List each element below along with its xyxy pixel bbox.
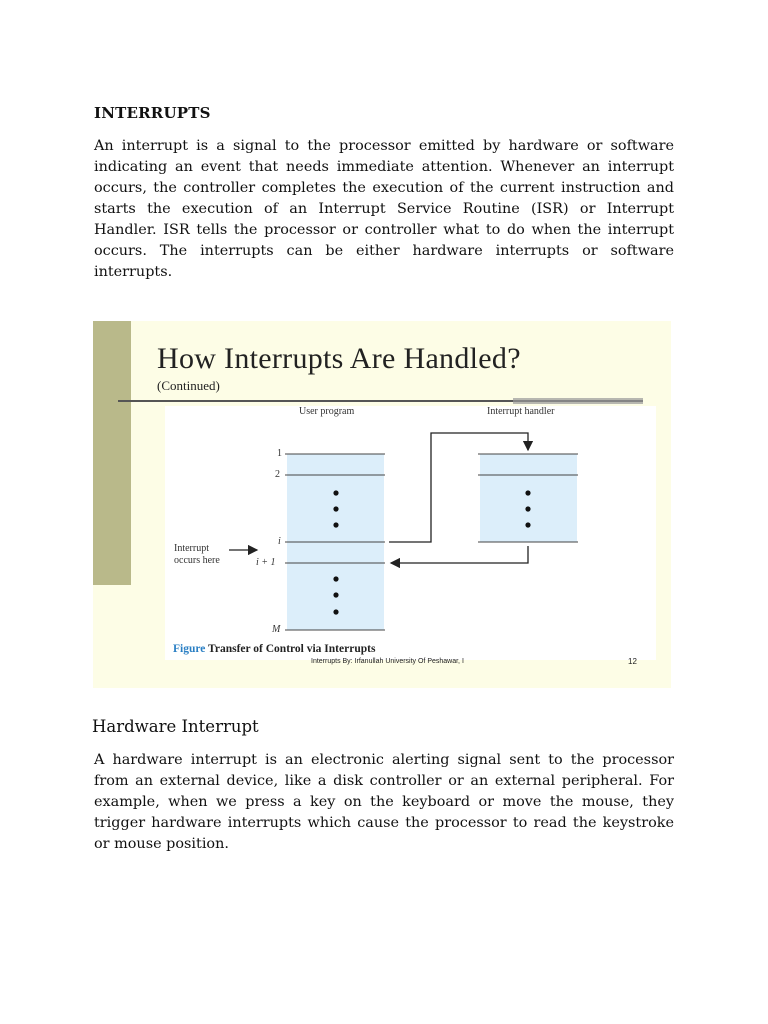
line-label-i: i bbox=[278, 536, 281, 547]
slide-divider-accent bbox=[513, 398, 643, 404]
line-label-M: M bbox=[272, 624, 281, 635]
transfer-of-control-diagram bbox=[165, 406, 656, 660]
slide-page-number: 12 bbox=[628, 657, 637, 666]
slide-image bbox=[93, 321, 671, 688]
ellipsis-dot bbox=[525, 506, 530, 511]
slide-title: How Interrupts Are Handled? bbox=[157, 342, 521, 375]
user-program-label: User program bbox=[299, 406, 355, 417]
interrupt-handler-box bbox=[480, 454, 577, 542]
ellipsis-dot bbox=[333, 490, 338, 495]
hardware-interrupt-heading: Hardware Interrupt bbox=[92, 717, 259, 736]
slide-footer: Interrupts By: Irfanullah University Of Peshawar, I bbox=[311, 658, 464, 665]
interrupt-handler-label: Interrupt handler bbox=[487, 406, 555, 417]
hardware-interrupt-paragraph: A hardware interrupt is an electronic alerting signal sent to the processor from an external device, like a disk controller or an external peripheral. For example, when we press a key on the keyboard or move the mouse, they trigger hardware interrupts which cause the processor to read the keystroke or mouse position. bbox=[94, 752, 674, 852]
line-label-2: 2 bbox=[275, 469, 280, 480]
ellipsis-dot bbox=[333, 522, 338, 527]
interrupt-note-line1: Interrupt bbox=[174, 543, 209, 554]
slide-subtitle: (Continued) bbox=[157, 378, 220, 393]
line-label-1: 1 bbox=[277, 448, 282, 459]
caption-text: Transfer of Control via Interrupts bbox=[205, 643, 376, 655]
page-heading: INTERRUPTS bbox=[94, 104, 211, 122]
figure-word: Figure bbox=[173, 643, 206, 655]
return-from-handler-arrow bbox=[391, 546, 528, 563]
slide-side-bar bbox=[93, 321, 131, 585]
ellipsis-dot bbox=[525, 522, 530, 527]
line-label-i-plus-1: i + 1 bbox=[256, 557, 276, 568]
interrupt-note-line2: occurs here bbox=[174, 555, 220, 566]
ellipsis-dot bbox=[333, 609, 338, 614]
diagram-graphics bbox=[165, 406, 656, 660]
intro-paragraph: An interrupt is a signal to the processor emitted by hardware or software indicating an event that needs immediate attention. Whenever an interrupt occurs, the controller completes the execution of the current instruction and starts the execution of an Interrupt Service Routine (ISR) or Interrupt Handler. ISR tells the processor or controller what to do when the interrupt occurs. The interrupts can be either hardware interrupts or software interrupts. bbox=[94, 138, 674, 280]
figure-caption bbox=[173, 643, 375, 655]
ellipsis-dot bbox=[333, 576, 338, 581]
ellipsis-dot bbox=[333, 592, 338, 597]
ellipsis-dot bbox=[333, 506, 338, 511]
ellipsis-dot bbox=[525, 490, 530, 495]
